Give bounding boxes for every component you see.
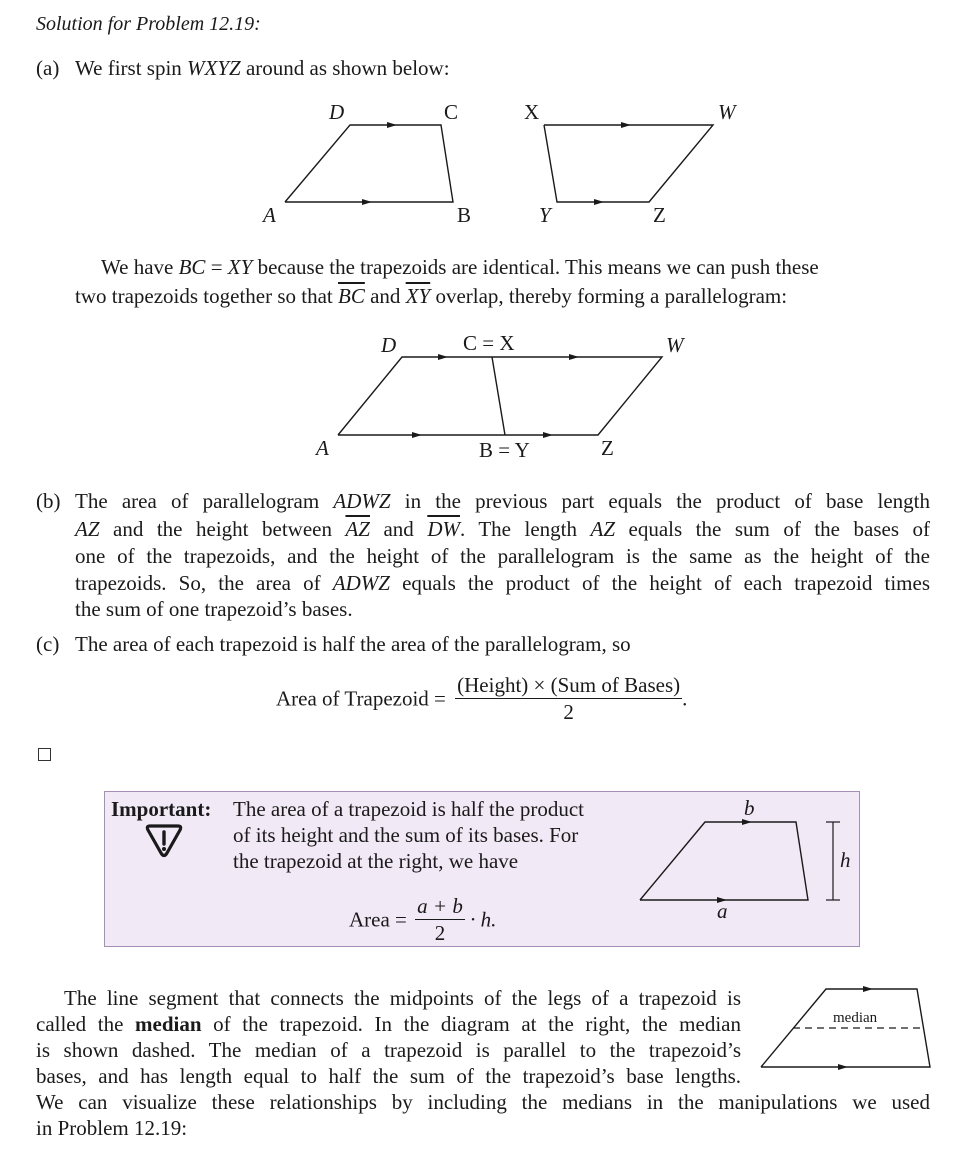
fraction-numerator: a + b: [417, 894, 463, 918]
part-c-text: The area of each trapezoid is half the area of the parallelogram, so: [75, 632, 631, 656]
label-a: A: [316, 436, 329, 460]
variable: AZ: [75, 517, 100, 541]
median-label: median: [833, 1010, 878, 1026]
text: equals the product of the height of each trapezoid times: [389, 571, 930, 595]
part-b-line: the sum of one trapezoid’s bases.: [75, 597, 353, 621]
label-d: D: [329, 100, 345, 124]
variable: XY: [227, 255, 253, 279]
fraction-numerator: (Height) × (Sum of Bases): [457, 673, 681, 697]
text: called the: [36, 1012, 136, 1036]
text: The area of parallelogram: [75, 489, 334, 513]
important-text-line: the trapezoid at the right, we have: [233, 849, 519, 873]
label-b: b: [744, 796, 755, 820]
solution-heading: Solution for Problem 12.19:: [36, 13, 261, 35]
text: trapezoids. So, the area of: [75, 571, 333, 595]
text: in the previous part equals the product of base length: [390, 489, 930, 513]
median-paragraph-line: in Problem 12.19:: [36, 1116, 188, 1140]
median-paragraph-line: The line segment that connects the midpoints of the legs of a trapezoid is: [64, 986, 741, 1010]
segment-variable: $\overline{XY}$: [405, 284, 431, 308]
formula-lhs: Area =: [349, 907, 407, 932]
text: equals the sum of the bases of: [615, 517, 930, 541]
part-a-marker: (a): [36, 56, 60, 80]
text: and the height between: [99, 517, 346, 541]
label-x: X: [524, 100, 540, 124]
variable: WXYZ: [187, 56, 241, 80]
label-z: Z: [601, 436, 614, 460]
fraction-denominator: 2: [563, 700, 574, 724]
variable: ADWZ: [332, 571, 390, 595]
label-z: Z: [653, 203, 666, 227]
label-y: Y: [539, 203, 551, 227]
text: around as shown below:: [240, 56, 450, 80]
text: =: [205, 255, 228, 279]
variable: ADWZ: [333, 489, 391, 513]
period: .: [682, 686, 688, 711]
important-text-line: of its height and the sum of its bases. For: [233, 823, 579, 847]
formula-rhs: · h.: [470, 907, 497, 932]
label-b: B: [457, 203, 472, 227]
median-paragraph-line: is shown dashed. The median of a trapezoid is parallel to the trapezoid’s: [36, 1038, 741, 1062]
label-b-equals-y: B = Y: [479, 438, 530, 462]
label-c-equals-x: C = X: [463, 331, 515, 355]
formula-lhs: Area of Trapezoid =: [276, 686, 446, 711]
variable: BC: [178, 255, 206, 279]
label-h: h: [840, 848, 851, 872]
term-median: median: [135, 1012, 202, 1036]
segment-variable: $\overline{BC}$: [338, 284, 365, 308]
segment-variable: $\overline{AZ}$: [345, 517, 370, 541]
median-paragraph-line: We can visualize these relationships by including the medians in the manipulations we used: [36, 1090, 930, 1114]
text: two trapezoids together so that: [75, 284, 339, 308]
text: and: [364, 284, 406, 308]
segment-variable: $\overline{DW}$: [427, 517, 460, 541]
label-a: a: [717, 899, 728, 923]
important-text-line: The area of a trapezoid is half the product: [233, 797, 585, 821]
label-a: A: [263, 203, 276, 227]
text: of the trapezoid. In the diagram at the right, the median: [201, 1012, 741, 1036]
fraction-denominator: 2: [434, 921, 446, 945]
label-d: D: [381, 333, 397, 357]
part-c-marker: (c): [36, 632, 60, 656]
text: . The length: [459, 517, 591, 541]
median-paragraph-line: bases, and has length equal to half the sum of the trapezoid’s base lengths.: [36, 1064, 741, 1088]
variable: AZ: [590, 517, 616, 541]
text: We have: [101, 255, 179, 279]
label-w: W: [666, 333, 684, 357]
label-w: W: [718, 100, 736, 124]
text: and: [369, 517, 428, 541]
part-b-line: one of the trapezoids, and the height of the parallelogram is the same as the height of the: [75, 544, 930, 568]
part-b-marker: (b): [36, 489, 61, 513]
text: because the trapezoids are identical. This means we can push these: [252, 255, 819, 279]
label-c: C: [444, 100, 459, 124]
important-label: Important:: [111, 797, 212, 821]
text: We first spin: [75, 56, 188, 80]
text: overlap, thereby forming a parallelogram:: [430, 284, 788, 308]
